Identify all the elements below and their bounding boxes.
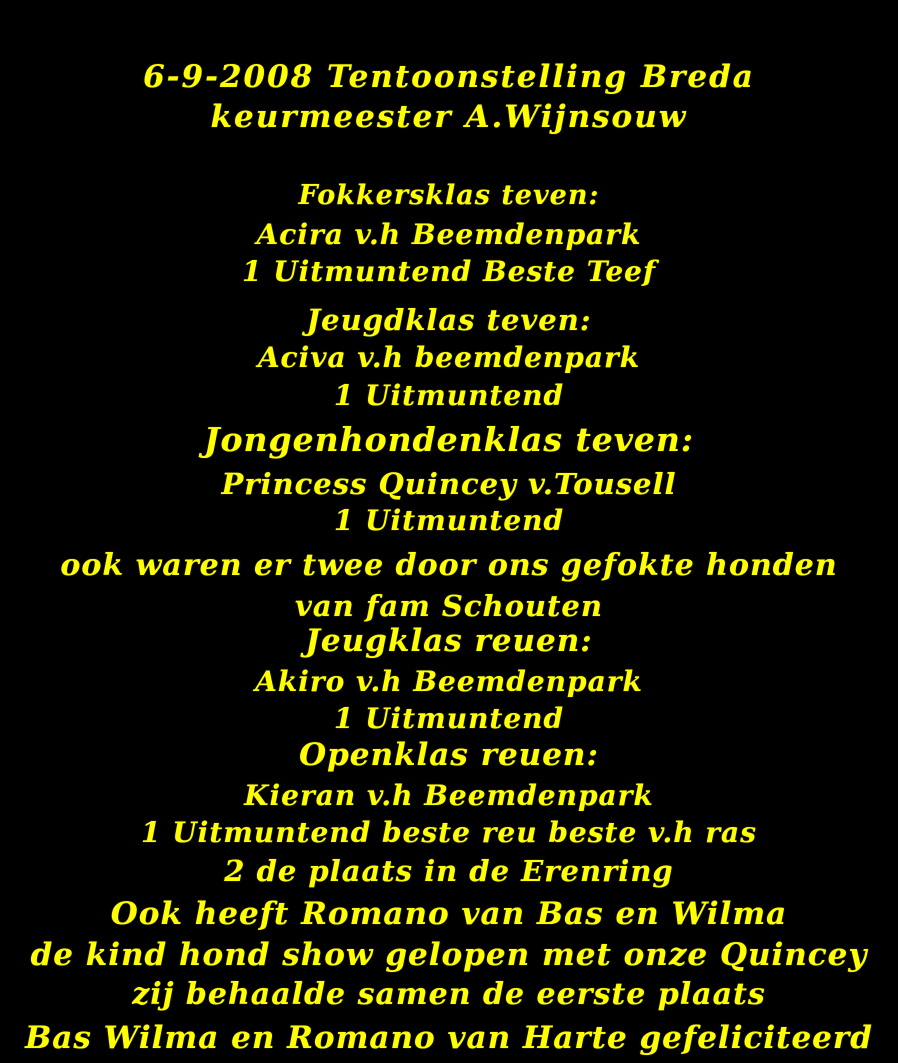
note-line1: ook waren er twee door ons gefokte honden [60,548,838,583]
section-header-jongenhondenklas-teven: Jongenhondenklas teven: [203,420,695,459]
dog-result: 1 Uitmuntend [333,504,565,537]
dog-name: Akiro v.h Beemdenpark [255,665,643,698]
dog-name: Aciva v.h beemdenpark [257,341,641,374]
footer-line2: de kind hond show gelopen met onze Quincey [30,937,868,973]
section-header-jeugdklas-teven: Jeugdklas teven: [306,303,592,337]
dog-name: Kieran v.h Beemdenpark [244,779,654,812]
footer-line1: Ook heeft Romano van Bas en Wilma [110,896,788,932]
dog-result-extra: 2 de plaats in de Erenring [224,854,674,888]
page-title-line2: keurmeester A.Wijnsouw [210,99,688,135]
section-header-openklas-reuen: Openklas reuen: [299,737,599,773]
dog-result: 1 Uitmuntend [333,702,565,735]
dog-result: 1 Uitmuntend [333,379,565,412]
dog-result: 1 Uitmuntend beste reu beste v.h ras [141,816,757,849]
dog-result: 1 Uitmuntend Beste Teef [241,255,657,288]
section-header-fokkersklas-teven: Fokkersklas teven: [298,180,600,211]
footer-line4: Bas Wilma en Romano van Harte gefeliciteerd [25,1020,873,1056]
note-line2: van fam Schouten [295,589,603,623]
dog-name: Princess Quincey v.Tousell [221,467,677,501]
footer-line3: zij behaalde samen de eerste plaats [132,977,766,1012]
page-title-line1: 6-9-2008 Tentoonstelling Breda [143,59,755,95]
section-header-jeugklas-reuen: Jeugklas reuen: [305,623,593,659]
dog-name: Acira v.h Beemdenpark [256,218,642,251]
